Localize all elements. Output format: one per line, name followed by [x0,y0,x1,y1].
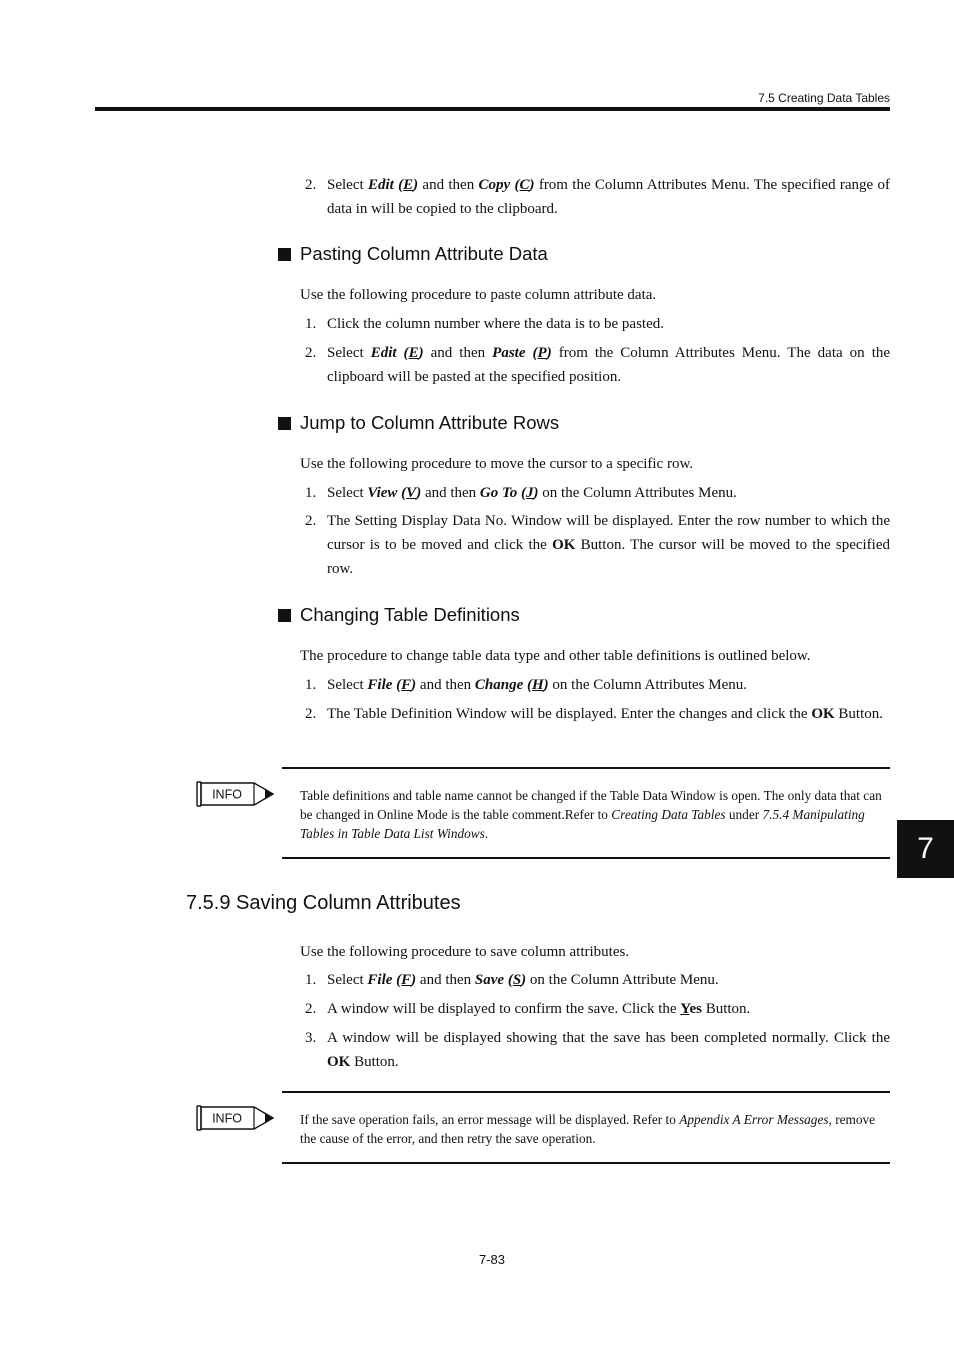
step-number: 2. [305,1001,317,1017]
changing-intro: The procedure to change table data type and other table definitions is outlined below. [300,648,811,664]
saving-intro: Use the following procedure to save column attributes. [300,944,630,960]
changing-heading [278,604,520,626]
step-text: A window will be displayed showing that the save has been completed normally. Click the OK Button. [327,1030,890,1070]
info-top-rule [282,1091,890,1093]
info-bottom-rule [282,1162,890,1164]
step-number: 2. [305,345,317,361]
changing-step-2 [305,702,890,726]
info-top-rule [282,767,890,769]
jump-step-1 [305,481,890,505]
heading-text: Changing Table Definitions [300,604,520,625]
step-number: 1. [305,972,317,988]
step-number: 1. [305,677,317,693]
step-text: Select View (V) and then Go To (J) on the Column Attributes Menu. [327,485,737,501]
jump-step-2 [305,509,890,581]
jump-heading [278,412,559,434]
step-number: 2. [305,513,317,529]
changing-step-1 [305,673,890,697]
pasting-step-1 [305,312,890,336]
running-header: 7.5 Creating Data Tables [758,91,890,105]
info-bottom-rule [282,857,890,859]
step-text: The Setting Display Data No. Window will be displayed. Enter the row number to which the cursor is to be moved and click the OK Button. The cursor will be moved to the specified row. [327,513,890,577]
jump-intro: Use the following procedure to move the cursor to a specific row. [300,456,694,472]
step-number: 1. [305,316,317,332]
info-pencil-icon [196,781,274,807]
pasting-heading [278,243,548,265]
info-icon-label: INFO [212,1111,242,1126]
saving-step-2 [305,997,890,1021]
step-text: Select File (F) and then Save (S) on the Column Attribute Menu. [327,972,719,988]
step-number: 2. [305,706,317,722]
square-bullet-icon [278,417,291,430]
info-note-2: If the save operation fails, an error message will be displayed. Refer to Appendix A Error Messages, remove the cause of the error, and then retry the save operation. [300,1112,876,1146]
saving-step-1 [305,968,890,992]
header-rule [95,107,890,111]
square-bullet-icon [278,609,291,622]
chapter-tab: 7 [897,820,954,878]
step-text: A window will be displayed to confirm the save. Click the Yes Button. [327,1001,751,1017]
section-title: 7.5.9 Saving Column Attributes [186,892,461,914]
step-text: Select Edit (E) and then Copy (C) from the Column Attributes Menu. The specified range of data in will be copied to the clipboard. [327,177,890,217]
step-text: Select File (F) and then Change (H) on the Column Attributes Menu. [327,677,747,693]
step-number: 3. [305,1030,317,1046]
pasting-intro: Use the following procedure to paste column attribute data. [300,287,657,303]
square-bullet-icon [278,248,291,261]
saving-step-3 [305,1026,890,1074]
pasting-step-2 [305,341,890,389]
info-note-1: Table definitions and table name cannot be changed if the Table Data Window is open. The only data that can be changed in Online Mode is the table comment.Refer to Creating Data Tables under 7.5.4 Manipulating Tables in Table Data List Windows. [300,788,882,841]
info-pencil-icon [196,1105,274,1131]
step-text: The Table Definition Window will be displayed. Enter the changes and click the OK Button. [327,706,884,722]
step-number: 1. [305,485,317,501]
heading-text: Jump to Column Attribute Rows [300,412,560,433]
page-number: 7-83 [478,1252,506,1267]
copy-step [305,173,890,221]
step-text: Select Edit (E) and then Paste (P) from the Column Attributes Menu. The data on the clipboard will be pasted at the specified position. [327,345,891,385]
heading-text: Pasting Column Attribute Data [300,243,548,264]
info-icon-label: INFO [212,787,242,802]
step-text: Click the column number where the data is to be pasted. [327,316,664,332]
step-number: 2. [305,177,317,193]
